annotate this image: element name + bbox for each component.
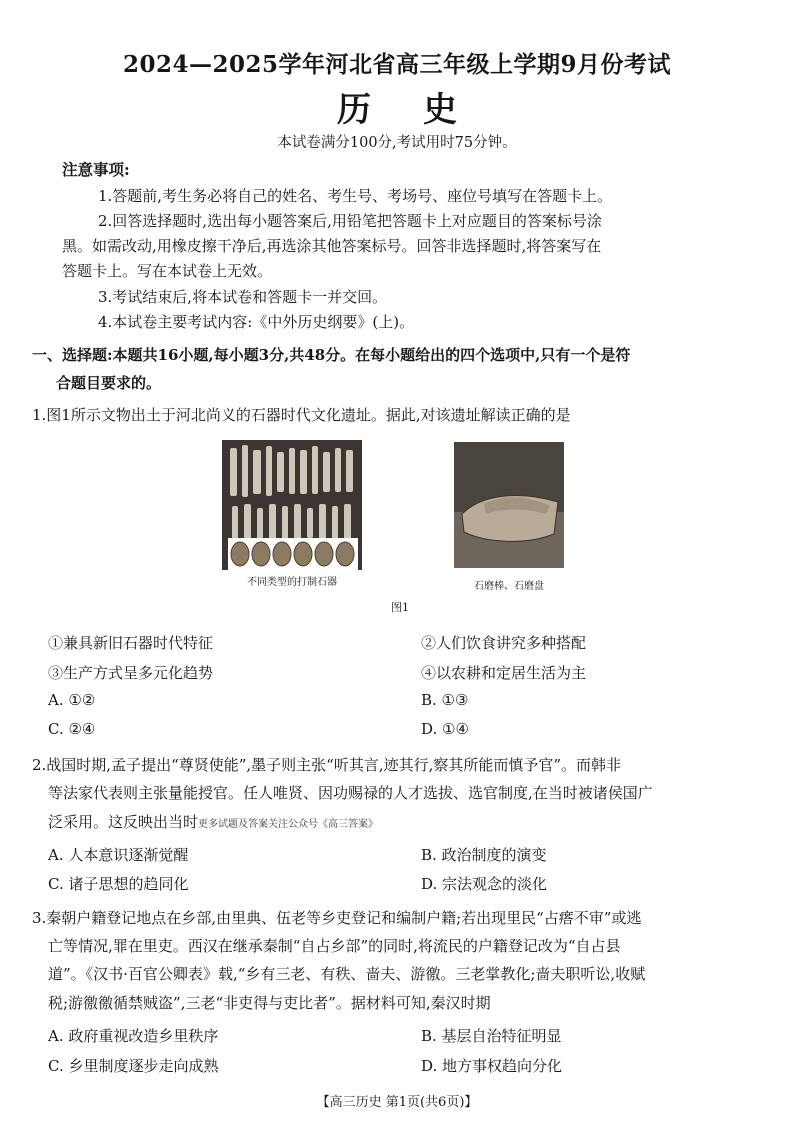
notice-item: 3.考试结束后,将本试卷和答题卡一并交回。: [98, 288, 388, 306]
notice-block: [62, 184, 722, 334]
exam-title: 2024—2025学年河北省高三年级上学期9月份考试: [122, 51, 672, 78]
option-d: D. 地方事权趋向分化: [421, 1057, 563, 1075]
notice-item: 4.本试卷主要考试内容:《中外历史纲要》(上)。: [98, 313, 415, 331]
option-b: B. 基层自治特征明显: [421, 1027, 562, 1045]
option-d: D. 宗法观念的淡化: [421, 875, 548, 893]
figure-label: 图1: [391, 601, 409, 614]
option-c: C. 乡里制度逐步走向成熟: [48, 1057, 219, 1075]
notice-item: 答题卡上。写在本试卷上无效。: [62, 262, 273, 280]
figure-caption-left: 不同类型的打制石器: [247, 577, 337, 588]
notice-item: 1.答题前,考生务必将自己的姓名、考生号、考场号、座位号填写在答题卡上。: [98, 187, 613, 205]
option-c: C. ②④: [48, 720, 96, 738]
statement-4: ④以农耕和定居生活为主: [421, 664, 587, 682]
question-3-stem: 税;游徼徼循禁贼盗”,三老“非吏得与吏比者”。据材料可知,秦汉时期: [48, 994, 491, 1012]
question-3-stem: 亡等情况,罪在里吏。西汉在继承秦制“自占乡部”的同时,将流民的户籍登记改为“自占县: [48, 937, 621, 955]
question-2-stem: 等法家代表则主张量能授官。任人唯贤、因功赐禄的人才选拔、选官制度,在当时被诸侯国广: [48, 784, 653, 802]
option-b: B. 政治制度的演变: [421, 846, 547, 864]
notice-item: 黑。如需改动,用橡皮擦干净后,再选涂其他答案标号。回答非选择题时,将答案写在: [62, 237, 602, 255]
question-3-stem: 3.秦朝户籍登记地点在乡部,由里典、伍老等乡吏登记和编制户籍;若出现里民“占瘩不审”或逃: [32, 909, 642, 927]
page-footer: 【高三历史 第1页(共6页)】: [316, 1095, 478, 1110]
question-2-stem: [48, 811, 378, 832]
stone-flakes-photo: [228, 538, 358, 570]
question-2-stem: 2.战国时期,孟子提出“尊贤使能”,墨子则主张“听其言,迹其行,察其所能而慎予官”。而韩非: [32, 756, 622, 774]
question-2-stem-end: 泛采用。这反映出当时: [48, 813, 199, 831]
exam-meta: 本试卷满分100分,考试用时75分钟。: [277, 135, 517, 151]
notice-item: 2.回答选择题时,选出每小题答案后,用铅笔把答题卡上对应题目的答案标号涂: [98, 212, 602, 230]
option-a: A. 人本意识逐渐觉醒: [48, 846, 189, 864]
question-1-stem: 1.图1所示文物出土于河北尚义的石器时代文化遗址。据此,对该遗址解读正确的是: [32, 406, 571, 424]
question-3-stem: 道”。《汉书·百官公卿表》载,“乡有三老、有秩、啬夫、游徼。三老掌教化;啬夫职听讼,收赋: [48, 965, 646, 983]
option-a: A. ①②: [48, 691, 96, 709]
statement-3: ③生产方式呈多元化趋势: [48, 664, 214, 682]
figure-caption-right: 石磨棒、石磨盘: [474, 581, 544, 592]
option-d: D. ①④: [421, 720, 469, 738]
statement-1: ①兼具新旧石器时代特征: [48, 634, 214, 652]
section-heading: 一、选择题:本题共16小题,每小题3分,共48分。在每小题给出的四个选项中,只有一个是符: [32, 346, 631, 364]
section-heading-cont: 合题目要求的。: [56, 374, 162, 392]
grinding-stone-photo: [454, 442, 564, 568]
option-c: C. 诸子思想的趋同化: [48, 875, 189, 893]
statement-2: ②人们饮食讲究多种搭配: [421, 634, 587, 652]
subject-title: 历史: [337, 90, 509, 130]
option-a: A. 政府重视改造乡里秩序: [48, 1027, 219, 1045]
promo-note: 更多试题及答案关注公众号《高三答案》: [198, 819, 379, 830]
option-b: B. ①③: [421, 691, 469, 709]
notice-heading: 注意事项:: [62, 160, 130, 179]
